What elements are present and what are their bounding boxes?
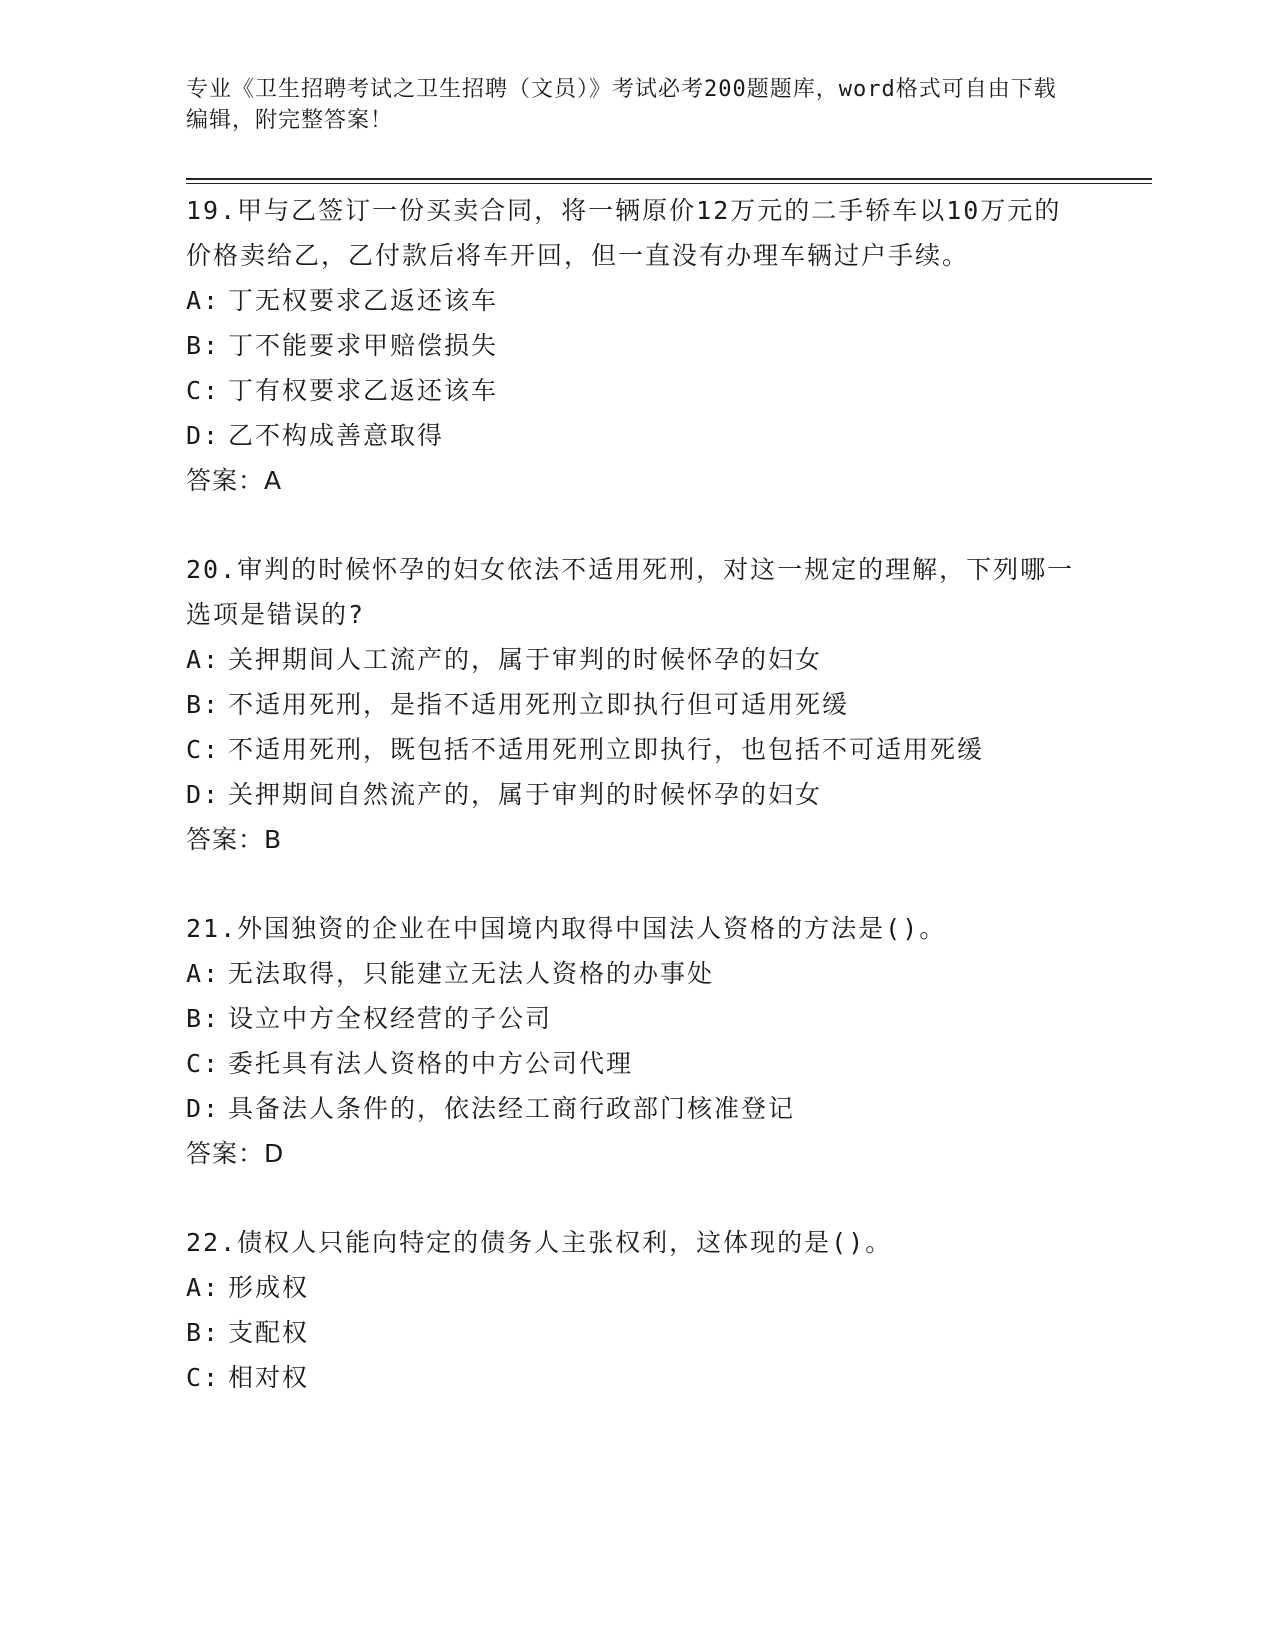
option-letter: C: [186,1363,221,1392]
question-stem: 21.外国独资的企业在中国境内取得中国法人资格的方法是()。 [186,914,947,943]
option-text: 丁不能要求甲赔偿损失 [228,331,499,360]
option-text: 丁无权要求乙返还该车 [228,286,499,315]
question-19 [186,188,1086,503]
option-letter: A: [186,1273,221,1302]
option-text: 形成权 [228,1273,310,1302]
option-letter: C: [186,1049,221,1078]
option-letter: B: [186,331,221,360]
option-a [186,637,1086,682]
option-text: 相对权 [228,1363,310,1392]
option-letter: D: [186,421,221,450]
option-letter: A: [186,959,221,988]
option-letter: C: [186,376,221,405]
option-text: 支配权 [228,1318,310,1347]
question-22 [186,1220,1086,1400]
option-letter: A: [186,645,221,674]
option-c [186,1041,1086,1086]
option-letter: B: [186,1004,221,1033]
question-21 [186,906,1086,1176]
option-text: 设立中方全权经营的子公司 [228,1004,553,1033]
header-rule-thick [186,178,1152,180]
question-stem: 19.甲与乙签订一份买卖合同，将一辆原价12万元的二手轿车以10万元的价格卖给乙，乙付款后将车开回，但一直没有办理车辆过户手续。 [186,196,1062,270]
option-c [186,368,1086,413]
option-text: 委托具有法人资格的中方公司代理 [228,1049,634,1078]
answer-line: 答案：A [186,466,283,495]
option-c [186,1355,1086,1400]
option-letter: D: [186,780,221,809]
header-rule-thin [186,183,1152,184]
option-letter: D: [186,1094,221,1123]
option-a [186,1265,1086,1310]
option-d [186,413,1086,458]
document-header: 专业《卫生招聘考试之卫生招聘（文员）》考试必考200题题库，word格式可自由下载编辑，附完整答案！ [186,77,1057,133]
option-text: 乙不构成善意取得 [228,421,445,450]
option-a [186,278,1086,323]
option-letter: A: [186,286,221,315]
option-text: 关押期间人工流产的，属于审判的时候怀孕的妇女 [228,645,823,674]
question-stem: 20.审判的时候怀孕的妇女依法不适用死刑，对这一规定的理解，下列哪一选项是错误的? [186,555,1075,629]
answer-line: 答案：B [186,825,283,854]
option-c [186,727,1086,772]
option-b [186,682,1086,727]
option-a [186,951,1086,996]
question-stem: 22.债权人只能向特定的债务人主张权利，这体现的是()。 [186,1228,893,1257]
option-letter: C: [186,735,221,764]
option-text: 不适用死刑，既包括不适用死刑立即执行，也包括不可适用死缓 [228,735,985,764]
option-b [186,323,1086,368]
option-d [186,1086,1086,1131]
questions-list [186,188,1086,1400]
answer-line: 答案：D [186,1139,285,1168]
option-letter: B: [186,1318,221,1347]
option-text: 关押期间自然流产的，属于审判的时候怀孕的妇女 [228,780,823,809]
question-20 [186,547,1086,862]
option-text: 具备法人条件的，依法经工商行政部门核准登记 [228,1094,796,1123]
option-text: 无法取得，只能建立无法人资格的办事处 [228,959,715,988]
option-letter: B: [186,690,221,719]
option-b [186,996,1086,1041]
option-text: 丁有权要求乙返还该车 [228,376,499,405]
option-d [186,772,1086,817]
option-b [186,1310,1086,1355]
option-text: 不适用死刑，是指不适用死刑立即执行但可适用死缓 [228,690,850,719]
